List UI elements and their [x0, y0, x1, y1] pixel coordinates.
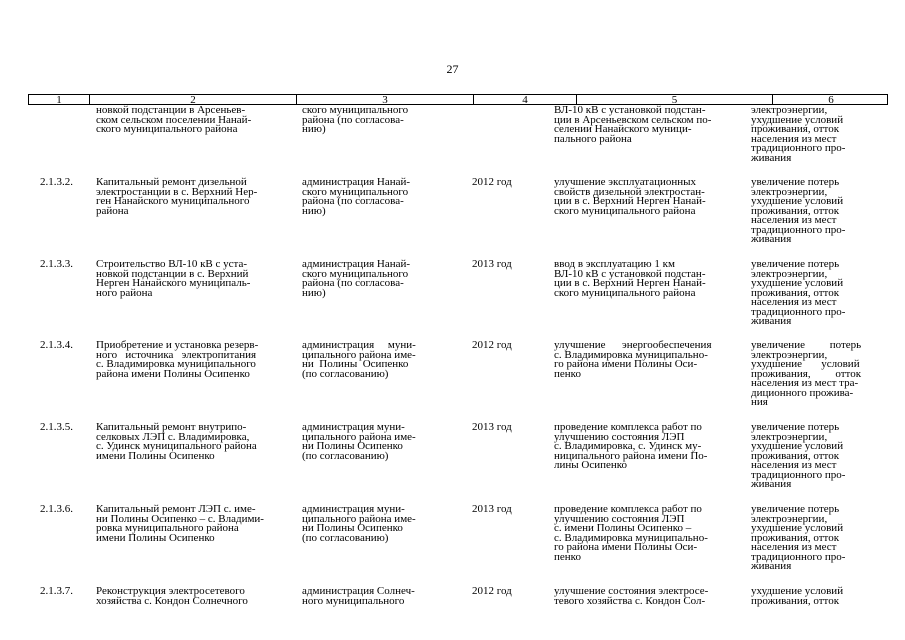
header-col-1: 1 [29, 95, 90, 104]
row-measure: Приобретение и установка резерв- ного источника электропитания с. Владимировка муниципального района имени Полины Осипенко [96, 339, 259, 380]
row-consequence: увеличение потерь электроэнергии, ухудшение условий проживания, отток населения из мест тра- диционного прожива- ния [751, 339, 862, 408]
row-executor: администрация Нанай- ского муниципального района (по согласова- нию) [302, 258, 411, 299]
continuation-executor: ского муниципального района (по согласова- нию) [302, 104, 409, 135]
row-executor: администрация Нанай- ского муниципального района (по согласова- нию) [302, 176, 411, 217]
header-col-5: 5 [577, 95, 773, 104]
row-year: 2013 год [472, 503, 512, 515]
row-consequence: увеличение потерь электроэнергии, ухудшение условий проживания, отток населения из мест традиционного про- живания [751, 258, 846, 327]
row-number: 2.1.3.3. [40, 258, 73, 270]
row-result: проведение комплекса работ по улучшению состояния ЛЭП с. имени Полины Осипенко – с. Владимировка муниципально- го района имени Полины Оси- пенко [554, 503, 708, 563]
row-year: 2013 год [472, 258, 512, 270]
row-result: улучшение эксплуатационных свойств дизельной электростан- ции в с. Верхний Нерген Нанай- ского муниципального района [554, 176, 706, 217]
row-measure: Капитальный ремонт ЛЭП с. име- ни Полины Осипенко – с. Владими- ровка муниципального района имени Полины Осипенко [96, 503, 264, 544]
continuation-result: ВЛ-10 кВ с установкой подстан- ции в Арсеньевском сельском по- селении Нанайского муници- пального района [554, 104, 712, 145]
row-consequence: увеличение потерь электроэнергии, ухудшение условий проживания, отток населения из мест традиционного про- живания [751, 503, 846, 572]
row-year: 2012 год [472, 585, 512, 597]
row-result: проведение комплекса работ по улучшению состояния ЛЭП с. Владимировка, с. Удинск му- ниципального района имени По- лины Осипенко [554, 421, 708, 471]
row-executor: администрация муни- ципального района име- ни Полины Осипенко (по согласованию) [302, 503, 416, 544]
row-number: 2.1.3.4. [40, 339, 73, 351]
continuation-consequence: электроэнергии, ухудшение условий проживания, отток населения из мест традиционного про- живания [751, 104, 846, 164]
row-consequence: увеличение потерь электроэнергии, ухудшение условий проживания, отток населения из мест традиционного про- живания [751, 421, 846, 490]
header-col-2: 2 [90, 95, 297, 104]
row-number: 2.1.3.2. [40, 176, 73, 188]
header-col-3: 3 [297, 95, 474, 104]
row-result: ввод в эксплуатацию 1 км ВЛ-10 кВ с установкой подстан- ции в с. Верхний Нерген Нанай- ского муниципального района [554, 258, 706, 299]
row-measure: Капитальный ремонт дизельной электростанции в с. Верхний Нер- ген Нанайского муниципального района [96, 176, 258, 217]
row-measure: Строительство ВЛ-10 кВ с уста- новкой подстанции в с. Верхний Нерген Нанайского муниципаль- ного района [96, 258, 251, 299]
row-executor: администрация муни- ципального района име- ни Полины Осипенко (по согласованию) [302, 421, 416, 462]
row-consequence: ухудшение условий проживания, отток [751, 585, 844, 607]
row-number: 2.1.3.6. [40, 503, 73, 515]
row-executor: администрация Солнеч- ного муниципального [302, 585, 415, 607]
row-number: 2.1.3.7. [40, 585, 73, 597]
row-year: 2012 год [472, 176, 512, 188]
row-executor: администрация муни- ципального района име- ни Полины Осипенко (по согласованию) [302, 339, 416, 380]
header-col-6: 6 [828, 94, 834, 106]
row-year: 2012 год [472, 339, 512, 351]
row-result: улучшение состояния электросе- тевого хозяйства с. Кондон Сол- [554, 585, 709, 607]
row-year: 2013 год [472, 421, 512, 433]
header-col-4: 4 [474, 95, 577, 104]
row-consequence: увеличение потерь электроэнергии, ухудшение условий проживания, отток населения из мест традиционного про- живания [751, 176, 846, 245]
row-measure: Реконструкция электросетевого хозяйства с. Кондон Солнечного [96, 585, 248, 607]
continuation-measure: новкой подстанции в Арсеньев- ском сельском поселении Нанай- ского муниципального района [96, 104, 252, 135]
row-measure: Капитальный ремонт внутрипо- селковых ЛЭП с. Владимировка, с. Удинск муниципального района имени Полины Осипенко [96, 421, 257, 462]
row-number: 2.1.3.5. [40, 421, 73, 433]
page-number: 27 [446, 62, 459, 76]
row-result: улучшение энергообеспечения с. Владимировка муниципально- го района имени Полины Оси- пенко [554, 339, 712, 380]
